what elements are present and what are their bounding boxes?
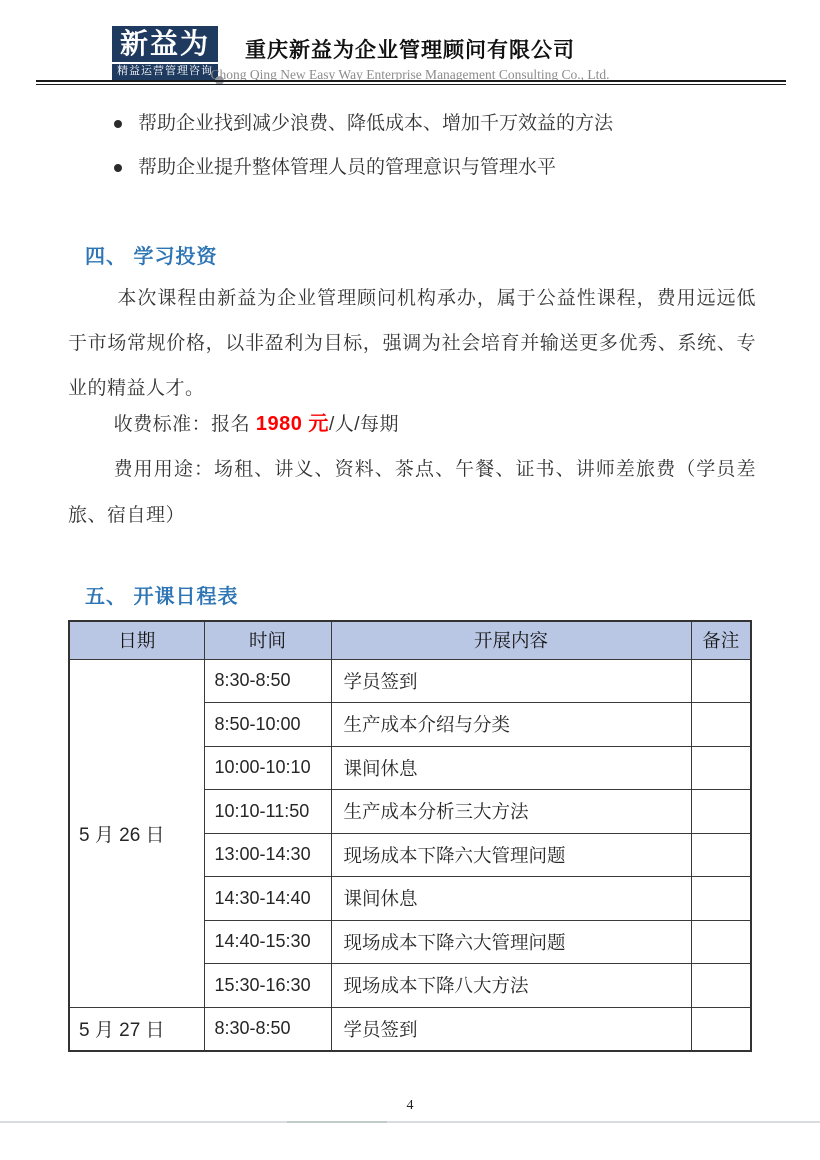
benefit-bullet-list [112,104,613,192]
fee-prefix: 收费标准：报名 [113,414,256,435]
time-cell: 15:30-16:30 [204,964,331,1008]
time-cell: 8:50-10:00 [204,703,331,747]
company-name-cn: 重庆新益为企业管理顾问有限公司 [245,39,575,62]
bullet-text: 帮助企业找到减少浪费、降低成本、增加千万效益的方法 [138,113,614,134]
note-cell [691,833,751,877]
time-cell: 10:10-11:50 [204,790,331,834]
note-cell [691,964,751,1008]
bullet-text: 帮助企业提升整体管理人员的管理意识与管理水平 [138,157,557,178]
page-number: 4 [406,1098,414,1113]
table-row [69,659,751,703]
content-cell: 学员签到 [331,659,691,703]
bullet-item [112,148,613,192]
time-cell: 10:00-10:10 [204,746,331,790]
header-cell-date: 日期 [69,621,204,659]
company-name-en: Chong Qing New Easy Way Enterprise Management Consulting Co., Ltd. [210,67,610,82]
fee-standard-line [68,402,756,447]
page-header [0,0,820,90]
time-cell: 14:40-15:30 [204,920,331,964]
note-cell [691,659,751,703]
content-cell: 学员签到 [331,1007,691,1051]
content-cell: 现场成本下降六大管理问题 [331,833,691,877]
header-cell-note: 备注 [691,621,751,659]
footer-divider-accent [287,1121,387,1123]
note-cell [691,920,751,964]
fee-suffix: /人/每期 [328,414,399,435]
date-cell: 5 月 27 日 [69,1007,204,1051]
section4-heading: 四、 学习投资 [85,246,218,268]
table-row [69,1007,751,1051]
note-cell [691,790,751,834]
header-divider [36,80,786,85]
fee-usage-line: 费用用途：场租、讲义、资料、茶点、午餐、证书、讲师差旅费（学员差旅、宿自理） [68,459,756,526]
note-cell [691,746,751,790]
section5-heading: 五、 开课日程表 [85,586,239,608]
section4-paragraph: 本次课程由新益为企业管理顾问机构承办，属于公益性课程，费用远远低于市场常规价格，以非盈利为目标，强调为社会培育并输送更多优秀、系统、专业的精益人才。 [68,288,756,399]
content-cell: 现场成本下降六大管理问题 [331,920,691,964]
note-cell [691,1007,751,1051]
logo-tagline: 精益运营管理咨询 [112,62,218,79]
bullet-dot-icon [114,120,122,128]
bullet-dot-icon [114,164,122,172]
time-cell: 8:30-8:50 [204,1007,331,1051]
time-cell: 14:30-14:40 [204,877,331,921]
content-cell: 现场成本下降八大方法 [331,964,691,1008]
date-cell: 5 月 26 日 [69,659,204,1007]
note-cell [691,877,751,921]
note-cell [691,703,751,747]
content-cell: 课间休息 [331,877,691,921]
table-header-row [69,621,751,659]
time-cell: 8:30-8:50 [204,659,331,703]
logo-wordmark: 新益为 [119,28,210,59]
header-cell-time: 时间 [204,621,331,659]
schedule-table [68,620,752,1052]
content-cell: 生产成本介绍与分类 [331,703,691,747]
bullet-item [112,104,613,148]
company-name-block [0,34,820,83]
header-cell-content: 开展内容 [331,621,691,659]
fee-amount: 1980 元 [255,413,329,435]
time-cell: 13:00-14:30 [204,833,331,877]
content-cell: 课间休息 [331,746,691,790]
footer-divider [0,1121,820,1123]
content-cell: 生产成本分析三大方法 [331,790,691,834]
